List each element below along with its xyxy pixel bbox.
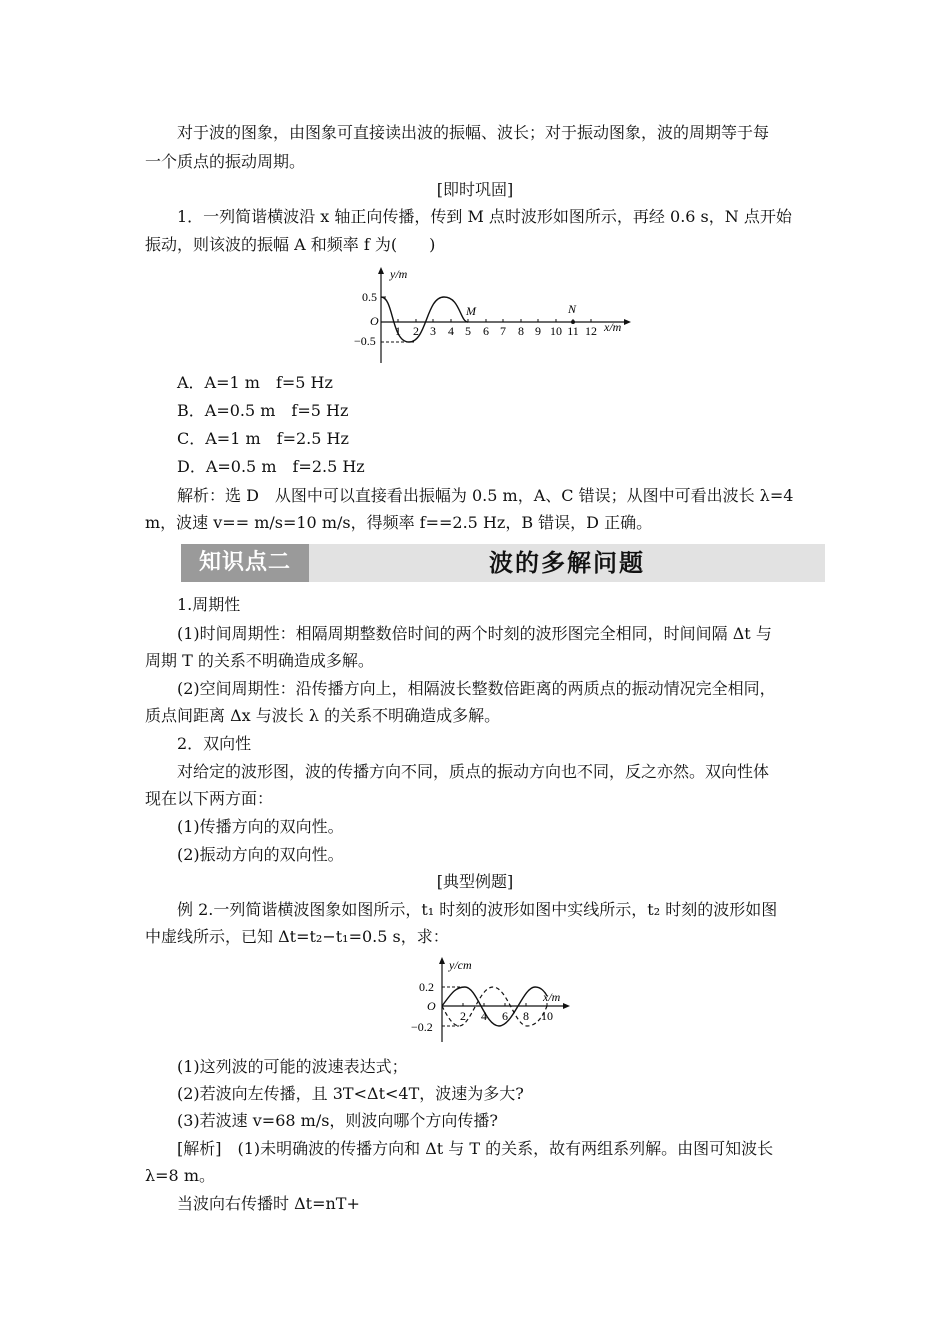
point-n-dot xyxy=(571,320,575,324)
question2-part2: (2)若波向左传播，且 3T<Δt<4T，波速为多大? xyxy=(177,1084,524,1103)
time-periodicity-line2: 周期 T 的关系不明确造成多解。 xyxy=(145,651,374,670)
time-periodicity-line1: (1)时间周期性：相隔周期整数倍时间的两个时刻的波形图完全相同，时间间隔 Δt 与 xyxy=(177,624,772,643)
bidirectional-line1: 对给定的波形图，波的传播方向不同，质点的振动方向也不同，反之亦然。双向性体 xyxy=(177,762,770,781)
x-tick-1: 1 xyxy=(395,324,401,338)
banner-tag: 知识点二 xyxy=(181,544,309,582)
option-b: B．A=0.5 m f=5 Hz xyxy=(177,401,349,420)
option-d: D．A=0.5 m f=2.5 Hz xyxy=(177,457,365,476)
x-axis-arrow-icon xyxy=(624,319,631,325)
origin-label: O xyxy=(370,314,379,328)
x-axis-arrow-icon xyxy=(563,1003,570,1009)
origin-label: O xyxy=(427,999,436,1013)
example2-line2: 中虚线所示，已知 Δt=t₂−t₁=0.5 s，求： xyxy=(145,927,449,946)
x-axis-label: x/m xyxy=(604,320,622,334)
x-tick-4: 4 xyxy=(448,324,454,338)
x-tick-2: 2 xyxy=(460,1009,466,1023)
bidirectional-item2: (2)振动方向的双向性。 xyxy=(177,845,344,864)
wave-figure-2 xyxy=(407,954,577,1044)
intro-text-line1: 对于波的图象，由图象可直接读出波的振幅、波长；对于振动图象，波的周期等于每 xyxy=(177,123,770,142)
solution2-line1: [解析] (1)未明确波的传播方向和 Δt 与 T 的关系，故有两组系列解。由图可知波长 xyxy=(177,1139,774,1158)
question1-line2: 振动，则该波的振幅 A 和频率 f 为( ) xyxy=(145,235,436,254)
x-tick-11: 11 xyxy=(567,324,579,338)
y-tick-0.2: 0.2 xyxy=(419,980,434,994)
example2-line1: 例 2.一列简谐横波图象如图所示，t₁ 时刻的波形如图中实线所示，t₂ 时刻的波形如图 xyxy=(177,900,778,919)
point-m-label: M xyxy=(466,304,476,318)
x-axis-label: x/m xyxy=(543,990,561,1004)
banner-title: 波的多解问题 xyxy=(489,549,645,577)
space-periodicity-line1: (2)空间周期性：沿传播方向上，相隔波长整数倍距离的两质点的振动情况完全相同， xyxy=(177,679,776,698)
intro-text-line2: 一个质点的振动周期。 xyxy=(145,152,306,171)
x-tick-2: 2 xyxy=(413,324,419,338)
option-c: C．A=1 m f=2.5 Hz xyxy=(177,429,349,448)
y-axis-arrow-icon xyxy=(439,957,445,964)
solution2-line3: 当波向右传播时 Δt=nT+ xyxy=(177,1194,360,1213)
y-tick-minus-0.2: −0.2 xyxy=(411,1020,433,1034)
x-tick-9: 9 xyxy=(535,324,541,338)
y-axis-label: y/cm xyxy=(449,958,472,972)
y-axis-label: y/m xyxy=(390,267,408,281)
section-quick-practice: [即时巩固] xyxy=(436,180,514,199)
bidirectional-item1: (1)传播方向的双向性。 xyxy=(177,817,344,836)
question1-line1: 1．一列简谐横波沿 x 轴正向传播，传到 M 点时波形如图所示，再经 0.6 s，N 点开始 xyxy=(177,207,792,226)
question2-part3: (3)若波速 v=68 m/s，则波向哪个方向传播? xyxy=(177,1111,498,1130)
section-banner xyxy=(181,544,825,582)
y-tick-minus-0.5: −0.5 xyxy=(354,334,376,348)
analysis1-line2: m，波速 v== m/s=10 m/s，得频率 f==2.5 Hz，B 错误，D 正确。 xyxy=(145,513,653,532)
x-tick-10: 10 xyxy=(541,1009,553,1023)
x-tick-4: 4 xyxy=(481,1009,487,1023)
point-n-label: N xyxy=(568,302,577,316)
x-tick-6: 6 xyxy=(483,324,489,338)
x-tick-8: 8 xyxy=(518,324,524,338)
x-tick-10: 10 xyxy=(550,324,562,338)
solution2-line2: λ=8 m。 xyxy=(145,1166,215,1185)
x-tick-12: 12 xyxy=(585,324,597,338)
space-periodicity-line2: 质点间距离 Δx 与波长 λ 的关系不明确造成多解。 xyxy=(145,706,501,725)
bidirectional-heading: 2．双向性 xyxy=(177,734,252,753)
wave-figure-1 xyxy=(350,265,640,365)
periodicity-heading: 1.周期性 xyxy=(177,595,241,614)
analysis1-line1: 解析：选 D 从图中可以直接看出振幅为 0.5 m，A、C 错误；从图中可看出波长 λ=4 xyxy=(177,486,794,505)
x-tick-3: 3 xyxy=(430,324,436,338)
section-typical-example: [典型例题] xyxy=(436,872,514,891)
x-tick-8: 8 xyxy=(523,1009,529,1023)
x-tick-5: 5 xyxy=(465,324,471,338)
option-a: A．A=1 m f=5 Hz xyxy=(177,373,333,392)
bidirectional-line2: 现在以下两方面： xyxy=(145,789,274,808)
y-tick-0.5: 0.5 xyxy=(362,290,377,304)
y-axis-arrow-icon xyxy=(378,267,384,274)
x-tick-7: 7 xyxy=(500,324,506,338)
x-tick-6: 6 xyxy=(502,1009,508,1023)
question2-part1: (1)这列波的可能的波速表达式； xyxy=(177,1057,408,1076)
